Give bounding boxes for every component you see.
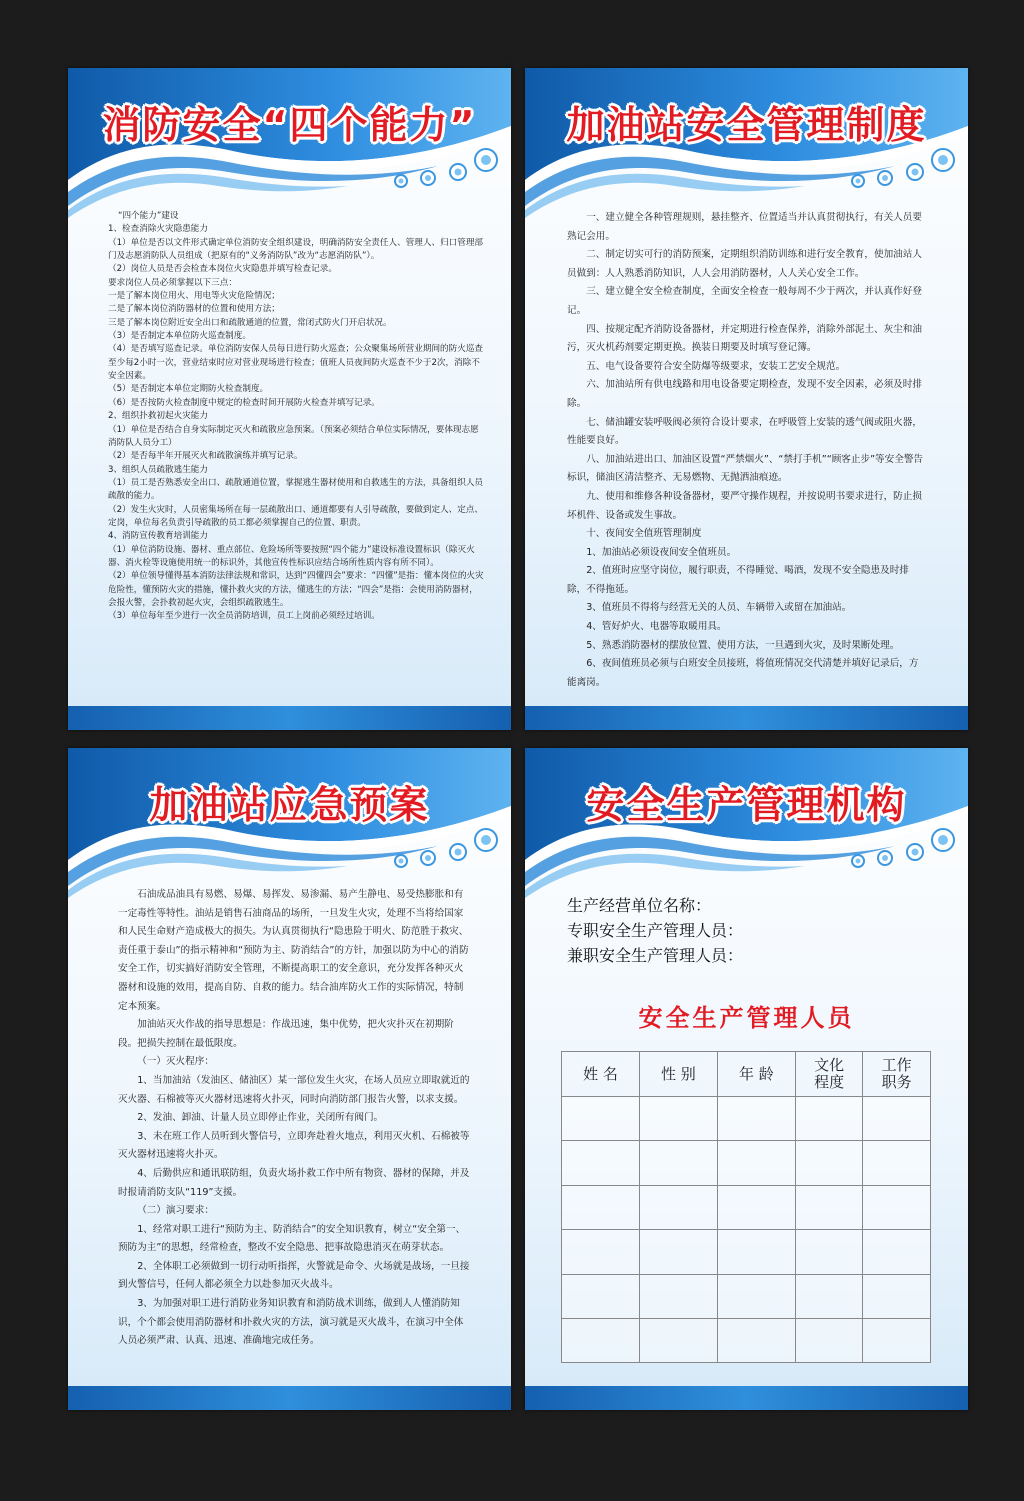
footer-bar <box>525 1386 968 1410</box>
paragraph: 1、经常对职工进行“预防为主、防消结合”的安全知识教育，树立“安全第一、预防为主”的思想，经常检查，整改不安全隐患、把事故隐患消灭在萌芽状态。 <box>118 1223 466 1254</box>
table-cell[interactable] <box>795 1274 863 1318</box>
org-info <box>567 893 743 968</box>
table-cell[interactable] <box>863 1274 931 1318</box>
paragraph: 6、夜间值班员必须与白班安全员接班，将值班情况交代清楚并填好记录后，方能离岗。 <box>567 658 919 688</box>
table-cell[interactable] <box>562 1141 640 1185</box>
info-line-unit-name: 生产经营单位名称： <box>567 896 712 915</box>
paragraph: （1）单位消防设施、器材、重点部位、危险场所等要按照“四个能力”建设标准设置标识（除灭火器、消火栓等设施使用统一的标识外，其他宣传性标识应结合场所性质内容有所不同）。 <box>108 544 475 568</box>
table-cell[interactable] <box>863 1230 931 1274</box>
poster-title: 加油站安全管理制度 <box>566 103 927 147</box>
table-cell[interactable] <box>795 1185 863 1229</box>
poster-body <box>94 210 486 624</box>
paragraph: 三是了解本岗位附近安全出口和疏散通道的位置，常闭式防火门开启状况。 <box>108 317 392 328</box>
staff-table <box>561 1051 931 1363</box>
table-cell[interactable] <box>639 1274 717 1318</box>
table-cell[interactable] <box>863 1185 931 1229</box>
table-cell[interactable] <box>795 1141 863 1185</box>
paragraph: （2）发生火灾时，人员密集场所在每一层疏散出口、通道都要有人引导疏散，要做到定人、定点、定岗，单位每名负责引导疏散的员工都必须掌握自己的位置、职责。 <box>108 504 484 528</box>
paragraph: 二、制定切实可行的消防预案，定期组织消防训练和进行安全教育，使加油站人员做到：人人熟悉消防知识，人人会用消防器材，人人关心安全工作。 <box>567 249 922 279</box>
table-cell[interactable] <box>717 1141 795 1185</box>
poster-gas-station-safety-rules <box>525 68 968 730</box>
paragraph: 5、熟悉消防器材的摆放位置、使用方法，一旦遇到火灾，及时果断处理。 <box>586 639 900 651</box>
table-cell[interactable] <box>717 1185 795 1229</box>
header-age: 年 龄 <box>717 1052 795 1097</box>
paragraph: （二）演习要求： <box>137 1205 214 1217</box>
paragraph: 3、值班员不得将与经营无关的人员、车辆带入或留在加油站。 <box>586 602 852 614</box>
table-cell[interactable] <box>639 1185 717 1229</box>
paragraph: 四、按规定配齐消防设备器材，并定期进行检查保养，消除外部泥土、灰尘和油污，灭火机药剂要定期更换。换装日期要及时填写登记簿。 <box>567 323 922 354</box>
header-education: 文化 程度 <box>795 1052 863 1097</box>
paragraph: “四个能力”建设 <box>118 211 179 221</box>
paragraph: 3、未在班工作人员听到火警信号，立即奔赴着火地点，利用灭火机、石棉被等灭火器材迅速将火扑灭。 <box>118 1130 470 1161</box>
table-cell[interactable] <box>562 1230 640 1274</box>
paragraph: 五、电气设备要符合安全防爆等级要求，安装工艺安全规范。 <box>586 360 846 372</box>
paragraph: （5）是否制定本单位定期防火检查制度。 <box>108 384 269 395</box>
paragraph: 2、值班时应坚守岗位，履行职责，不得睡觉、喝酒，发现不安全隐患及时排除，不得拖延。 <box>567 565 909 595</box>
table-header-row <box>562 1052 931 1097</box>
table-cell[interactable] <box>863 1318 931 1362</box>
info-line-parttime-manager: 兼职安全生产管理人员： <box>567 946 744 965</box>
poster-title: 加油站应急预案 <box>149 783 430 827</box>
paragraph: 六、加油站所有供电线路和用电设备要定期检查，发现不安全因素，必须及时排除。 <box>567 379 922 409</box>
header-position: 工作 职务 <box>863 1052 931 1097</box>
paragraph: 一是了解本岗位用火、用电等火灾危险情况； <box>108 291 280 302</box>
paragraph: 2、组织扑救初起火灾能力 <box>108 411 208 422</box>
paragraph: 十、夜间安全值班管理制度 <box>586 528 702 540</box>
paragraph: 4、管好炉火、电器等取暖用具。 <box>586 621 727 633</box>
table-cell[interactable] <box>562 1318 640 1362</box>
table-cell[interactable] <box>639 1141 717 1185</box>
paragraph: 九、使用和维修各种设备器材，要严守操作规程，并按说明书要求进行，防止损坏机件、设备或发生事故。 <box>567 490 922 521</box>
table-cell[interactable] <box>639 1230 717 1274</box>
paragraph: （2）单位领导懂得基本消防法律法规和常识，达到“四懂四会”要求：“四懂”是指：懂本岗位的火灾危险性，懂预防火灾的措施，懂扑救火灾的方法，懂逃生的方法；“四会”是指：会使用消防器材，会报火警，会扑救初起火灾，会组织疏散逃生。 <box>108 571 484 608</box>
table-cell[interactable] <box>795 1097 863 1141</box>
table-cell[interactable] <box>717 1274 795 1318</box>
table-row <box>562 1141 931 1185</box>
poster-body <box>567 209 927 692</box>
table-cell[interactable] <box>639 1318 717 1362</box>
poster-fire-safety <box>68 68 511 730</box>
table-cell[interactable] <box>562 1097 640 1141</box>
paragraph: 1、当加油站（发油区、储油区）某一部位发生火灾，在场人员应立即取就近的灭火器、石棉被等灭火器材迅速将火扑灭，同时向消防部门报告火警，以求支援。 <box>118 1074 470 1105</box>
paragraph: 4、消防宣传教育培训能力 <box>108 531 208 542</box>
table-cell[interactable] <box>863 1141 931 1185</box>
paragraph: 3、为加强对职工进行消防业务知识教育和消防战术训练，做到人人懂消防知识，个个都会使用消防器材和扑救火灾的方法，演习就是灭火战斗，在演习中全体人员必须严肃、认真、迅速、准确地完成任务。 <box>118 1298 464 1347</box>
section-subtitle: 安全生产管理人员 <box>638 1004 855 1032</box>
table-cell[interactable] <box>562 1274 640 1318</box>
paragraph: 1、检查消除火灾隐患能力 <box>108 224 208 235</box>
paragraph: （3）是否制定本单位防火巡查制度。 <box>108 331 251 342</box>
info-line-fulltime-manager: 专职安全生产管理人员： <box>567 921 744 940</box>
table-cell[interactable] <box>717 1318 795 1362</box>
paragraph: 三、建立健全安全检查制度，全面安全检查一般每周不少于两次，并认真作好登记。 <box>567 286 922 316</box>
poster-title: 消防安全“四个能力” <box>102 103 477 147</box>
paragraph: 二是了解本岗位消防器材的位置和使用方法； <box>108 304 280 315</box>
paragraph: （4）是否填写巡查记录。单位消防安保人员每日进行防火巡查；公众聚集场所营业期间的防火巡查至少每2小时一次，营业结束时应对营业现场进行检查；值班人员夜间防火巡查不少于2次，消除不安全因素。 <box>108 344 484 382</box>
table-row <box>562 1230 931 1274</box>
table-cell[interactable] <box>795 1230 863 1274</box>
footer-bar <box>68 706 511 730</box>
paragraph: （2）是否每半年开展灭火和疏散演练并填写记录。 <box>108 451 303 462</box>
paragraph: 2、发油、卸油、计量人员立即停止作业，关闭所有阀门。 <box>137 1112 384 1124</box>
paragraph: 要求岗位人员必须掌握以下三点： <box>108 277 237 288</box>
paragraph: （3）单位每年至少进行一次全员消防培训，员工上岗前必须经过培训。 <box>108 611 380 622</box>
table-row <box>562 1097 931 1141</box>
footer-bar <box>525 706 968 730</box>
paragraph: 加油站灭火作战的指导思想是：作战迅速，集中优势，把火灾扑灭在初期阶段。把损失控制在最低限度。 <box>118 1019 454 1049</box>
paragraph: 1、加油站必须设夜间安全值班员。 <box>586 546 737 558</box>
paragraph: （1）单位是否结合自身实际制定灭火和疏散应急预案。（预案必须结合单位实际情况，要体现志愿消防队人员分工） <box>108 424 479 448</box>
header-gender: 性 别 <box>639 1052 717 1097</box>
paragraph: （1）员工是否熟悉安全出口、疏散通道位置，掌握逃生器材使用和自救逃生的方法，具备组织人员疏散的能力。 <box>108 477 484 502</box>
table-row <box>562 1274 931 1318</box>
header-name: 姓 名 <box>562 1052 640 1097</box>
paragraph: （2）岗位人员是否会检查本岗位火灾隐患并填写检查记录。 <box>108 264 337 275</box>
poster-safety-management-org <box>525 748 968 1410</box>
table-cell[interactable] <box>863 1097 931 1141</box>
paragraph: （6）是否按防火检查制度中规定的检查时间开展防火检查并填写记录。 <box>108 397 380 408</box>
paragraph: （1）单位是否以文件形式确定单位消防安全组织建设，明确消防安全责任人、管理人、归口管理部门及志愿消防队人员组成（把原有的“义务消防队”改为“志愿消防队”）。 <box>108 237 484 262</box>
paragraph: 八、加油站进出口、加油区设置“严禁烟火”、“禁打手机”“顾客止步”等安全警告标识，储油区清洁整齐、无易燃物、无抛洒油痕迹。 <box>567 453 924 484</box>
paragraph: 一、建立健全各种管理规则，悬挂整齐、位置适当并认真贯彻执行，有关人员要熟记会用。 <box>567 212 922 242</box>
table-cell[interactable] <box>562 1185 640 1229</box>
poster-body <box>118 886 470 1351</box>
paragraph: （一）灭火程序： <box>137 1056 214 1068</box>
table-row <box>562 1185 931 1229</box>
table-cell[interactable] <box>717 1097 795 1141</box>
paragraph: 4、后勤供应和通讯联防组，负责火场扑救工作中所有物资、器材的保障，并及时报请消防支队“119”支援。 <box>118 1167 470 1198</box>
table-cell[interactable] <box>717 1230 795 1274</box>
paragraph: 3、组织人员疏散逃生能力 <box>108 464 208 475</box>
poster-title: 安全生产管理机构 <box>586 783 907 827</box>
table-row <box>562 1318 931 1362</box>
paragraph: 石油成品油具有易燃、易爆、易挥发、易渗漏、易产生静电、易受热膨胀和有一定毒性等特性。油站是销售石油商品的场所，一旦发生火灾，处理不当将给国家和人民生命财产造成极大的损失。为认真贯彻执行“隐患险于明火、防范胜于救灾、责任重于泰山”的指示精神和“预防为主、防消结合”的方针，加强以防为中心的消防安全工作，切实搞好消防安全管理，不断提高职工的安全意识，充分发挥各种灭火器材和设施的效用，提高自防、自救的能力。结合油库防火工作的实际情况，特制定本预案。 <box>118 889 469 1012</box>
poster-emergency-plan <box>68 748 511 1410</box>
table-cell[interactable] <box>639 1097 717 1141</box>
table-cell[interactable] <box>795 1318 863 1362</box>
footer-bar <box>68 1386 511 1410</box>
paragraph: 七、储油罐安装呼吸阀必须符合设计要求，在呼吸管上安装的透气阀或阻火器，性能要良好。 <box>567 416 922 447</box>
paragraph: 2、全体职工必须做到一切行动听指挥，火警就是命令、火场就是战场，一旦接到火警信号，任何人都必须全力以赴参加灭火战斗。 <box>118 1260 470 1291</box>
